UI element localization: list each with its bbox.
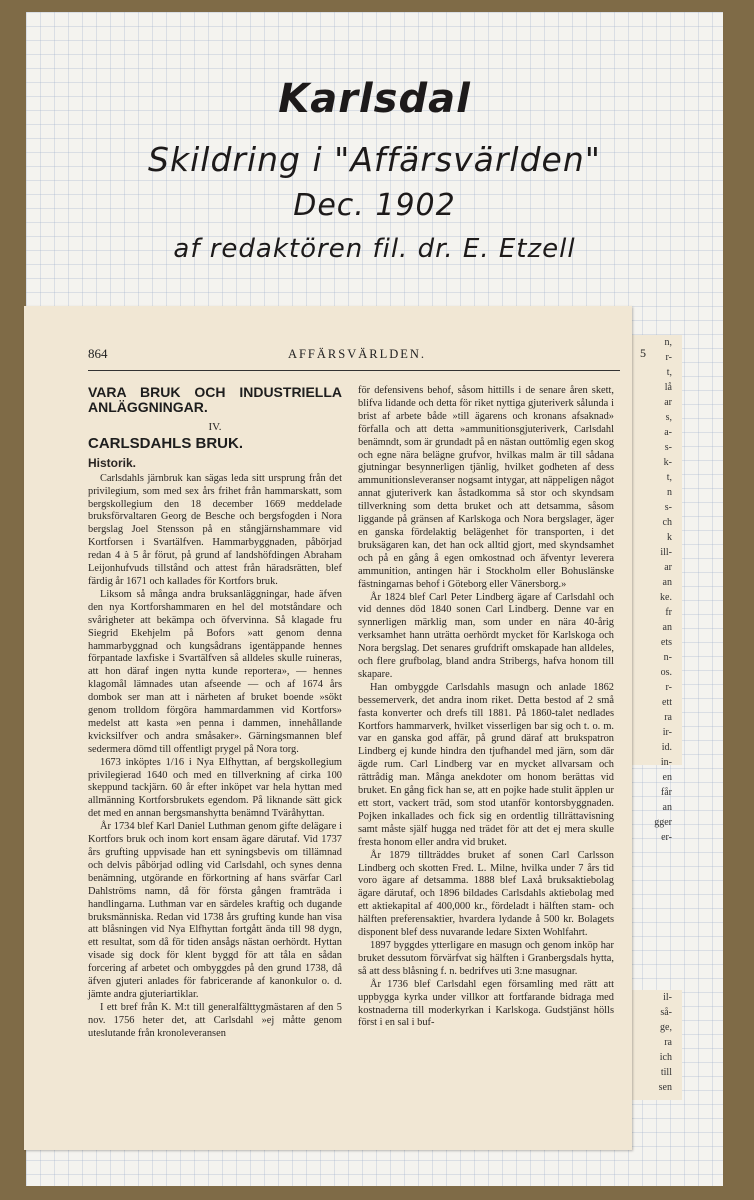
strip-fragment: os. xyxy=(660,667,672,678)
right-page-number-fragment: 5 xyxy=(640,346,646,360)
strip-fragment: k xyxy=(667,532,672,543)
paragraph: Carlsdahls järnbruk kan sägas leda sitt ursprung från det privilegium, som med sex års frihet från hammarskatt, som bergskollegium den 18 december 1669 meddelade bruksförvaltaren Georg de Besche och bergsfogden i Nora bergslag Joel Stensson på en stångjärnshammare vid Kortforsen i Svartälfven. Hammarbyggnaden, påbörjad redan 4 à 5 år förut, på grund af landshöfdingen Abraham Leijonhufvuds tillstånd och attest från häradsrätten, blef färdig år 1671 och kallades för Kortfors bruk. xyxy=(88,472,342,587)
strip-fragment: n- xyxy=(663,652,672,663)
paragraph: Han ombyggde Carlsdahls masugn och anlade 1862 bessemerverk, det andra inom riket. Detta bestod af 2 små fasta konverter och drefs till 1881. På 1860-talet nedlades Kortfors hammarverk, hvilket visserligen bar sig och t. o. m. var en ganska god affär, på grund däraf att brukspatron Lindberg ej kunde hindra den tjufhandel med järn, som där ägde rum. Carl Lindberg var en mycket allvarsam och rättrådig man. Många anekdoter om honom berättas vid bruket. En gång fick han se, att en pojke hade stulit äpplen ur ett stort, vackert träd, som stod utanför kontorsbyggnaden. Pojken inkallades och fick sig en ordentlig tillrättavisning samt måste själf hugga ned trädet för att det ej mera skulle fresta honom eller andra vid bruket. xyxy=(358,681,614,848)
strip-fragment: n xyxy=(667,487,672,498)
section-heading-historik: Historik. xyxy=(88,455,137,470)
strip-fragment: t, xyxy=(666,367,672,378)
strip-fragment: till xyxy=(660,1067,672,1078)
section-number: IV. xyxy=(208,421,222,433)
strip-fragment: r- xyxy=(665,352,672,363)
strip-fragment: gger xyxy=(654,817,672,828)
strip-fragment: ar xyxy=(664,562,672,573)
right-column xyxy=(358,385,614,1030)
strip-fragment: s- xyxy=(664,502,672,513)
running-head xyxy=(88,346,626,366)
handwritten-author: af redaktören fil. dr. E. Etzell xyxy=(173,234,576,264)
strip-fragment: fr xyxy=(665,607,672,618)
strip-fragment: id. xyxy=(661,742,672,753)
strip-fragment: ar xyxy=(664,397,672,408)
strip-fragment: an xyxy=(662,622,672,633)
header-rule xyxy=(88,370,620,371)
article-subheading: CARLSDAHLS BRUK. xyxy=(88,434,243,452)
strip-fragment: er- xyxy=(661,832,672,843)
paragraph: 1897 byggdes ytterligare en masugn och genom inköp har bruket dessutom förvärfvat sig hälften i Granbergsdals hytta, så att dess blåsning f. n. bedrifves uti 3:ne masugnar. xyxy=(358,939,614,977)
journal-title: AFFÄRSVÄRLDEN. xyxy=(287,347,427,361)
strip-fragment: a- xyxy=(664,427,672,438)
strip-fragment: an xyxy=(662,802,672,813)
strip-fragment: ir- xyxy=(662,727,672,738)
strip-fragment: ich xyxy=(659,1052,672,1063)
strip-fragment: s- xyxy=(664,442,672,453)
paragraph: för defensivens behof, såsom hittills i de senare åren skett, blifva lidande och detta för riket nyttiga gjuteriverk sålunda i brist af arbete både »till ägarens och kronans afsaknad» förfalla och att detta »ammunitionsgjuteriverk, Carlsdahl benämndt, som är grundadt på en nästan outtömlig egen skog och egne nära belägne grufvor, hvilkas malm är till sådana gjutningar besynnerligen tjänlig, hvilket godheten af dess ammunitionsleveranser nogsamt intygar, att näppeligen något annat gjuteriverk kan åstadkomma så stor och skyndsam tillverkning som detta bruket och att detsamma, såsom liggande på gränsen af Karlskoga och Nora bergslager, äger en ganska fördelaktig belägenhet för transporten, i det bruksägaren kan, det han ock alltid gjort, med skyndsamhet och på en gång å egen omkostnad och äfventyr leverera ammunition, antingen här i Stockholm eller Bohuslänske fästningarnas behof i Göteborg eller Vänersborg.» xyxy=(358,385,614,590)
strip-fragment: ra xyxy=(664,712,672,723)
paragraph: År 1736 blef Carlsdahl egen församling med rätt att uppbygga kyrka under villkor att fortfarande bidraga med kostnaderna till moderkyrkan i Karlskoga. Gudstjänst hölls först i en sal i buf- xyxy=(358,978,614,1029)
handwritten-title: Karlsdal xyxy=(278,76,471,122)
paragraph: 1673 inköptes 1/16 i Nya Elfhyttan, af bergskollegium privilegierad 1640 och med en tillverkning af cirka 100 skeppund tackjärn. 60 år efter inköpet var hela hyttan med allmänning Kortforsbrukets egendom. På liknande sätt gick det med en annan bergsmanshytta benämnd Tväråhyttan. xyxy=(88,756,342,820)
strip-fragment: il- xyxy=(663,992,672,1003)
strip-fragment: lå xyxy=(664,382,672,393)
strip-fragment: ge, xyxy=(660,1022,672,1033)
strip-fragment: ra xyxy=(664,1037,672,1048)
strip-fragment: n, xyxy=(664,337,672,348)
handwritten-date: Dec. 1902 xyxy=(293,188,456,223)
strip-fragment: så- xyxy=(660,1007,672,1018)
paragraph: År 1824 blef Carl Peter Lindberg ägare af Carlsdahl och vid dennes död 1840 sonen Carl Lindberg. Denne var en synnerligen märklig man, som under en nära 40-årig verksamhet hann uträtta oerhördt mycket för Karlskoga och Nora bergslag. Det senares grufdrift omskapade han alldeles, och flere grufbolag, bland andra Stribergs, hafva honom till skapare. xyxy=(358,591,614,680)
strip-fragment: r- xyxy=(665,682,672,693)
paragraph: År 1879 tillträddes bruket af sonen Carl Carlsson Lindberg och skotten Fred. L. Milne, hvilka under 7 års tid voro ägare af detsamma. 1888 blef Laxå bruksaktiebolag ägare därutaf, och 1896 bildades Carlsdahls aktiebolag med ett aktiekapital af 400,000 kr., fördeladt i hälften stam- och hälften preferensaktier, hvardera lydande å 500 kr. Bolagets disponent blef dess nuvarande ledare Sixten Wohlfahrt. xyxy=(358,849,614,939)
paragraph: År 1734 blef Karl Daniel Luthman genom gifte delägare i Kortfors bruk och inom kort ensam ägare därutaf. Vid 1737 års grufting uppvisade han ett syningsbevis om tillämnad och delvis påbörjad odling vid Carlsdahl, och synes denna benämning, utgörande en förkortning af hans svärfar Carl Dahlströms namn, då för första gången framträda i handlingarna. Luthman var en särdeles kraftig och dugande bruksmänniska. Redan vid 1738 års grufting kunde han visa att blåsningen vid Nya Elfhyttan fortgått ända till 98 dygn, ett resultat, som då för tiden ansågs nästan oerhördt. Hyttan visade sig dock för klent byggd för att tåla en sådan forcering af arbetet och ombyggdes på den grund 1738, då äfven gjuteri anlades för fabricerande af kanonkulor o. d. jämte andra gjuteriartiklar. xyxy=(88,821,342,1000)
strip-fragment: en xyxy=(662,772,672,783)
strip-fragment: ke. xyxy=(660,592,672,603)
paragraph: I ett bref från K. M:t till generalfälttygmästaren af den 5 nov. 1756 heter det, att Carlsdahl »ej måtte genom uteslutande från kronoleveransen xyxy=(88,1001,342,1039)
article-heading: VARA BRUK OCH INDUSTRIELLA ANLÄGGNINGAR. xyxy=(88,384,342,415)
strip-fragment: t, xyxy=(666,472,672,483)
strip-fragment: ets xyxy=(660,637,672,648)
left-column xyxy=(88,385,342,1041)
strip-fragment: sen xyxy=(658,1082,672,1093)
paragraph: Liksom så många andra bruksanläggningar, hade äfven den nya Kortforshammaren en hel del motståndare och svårigheter att bekämpa och öfvervinna. Så klagade fru Siegrid Ekehjelm på Bofors »att genom denna hammarbyggnad och kungsådrans igentäppande hennes förpantade laxfiske i Svartälfven så alldeles skulle ruineras, att hon däraf ingen nytta kunde reportera», — hennes klagomål lämnades utan afseende — och af 1674 års dombok ser man att i närheten af bruket boende »sökt genom trolldom förgöra hammardammen vid Kortfors» medelst att kasta »en penna i dammen, innehållande kvicksilfver och andra småsaker». Gärningsmannen blef sedermera dömd till offentligt prygel på Nora torg. xyxy=(88,588,342,755)
strip-fragment: s, xyxy=(665,412,672,423)
strip-fragment: ch xyxy=(662,517,672,528)
strip-fragment: ett xyxy=(662,697,672,708)
strip-fragment: an xyxy=(662,577,672,588)
handwritten-subtitle: Skildring i "Affärsvärlden" xyxy=(148,140,601,179)
strip-fragment: ill- xyxy=(660,547,672,558)
strip-fragment: får xyxy=(660,787,672,798)
page-number: 864 xyxy=(88,346,108,361)
strip-fragment: k- xyxy=(663,457,672,468)
strip-fragment: in- xyxy=(660,757,672,768)
